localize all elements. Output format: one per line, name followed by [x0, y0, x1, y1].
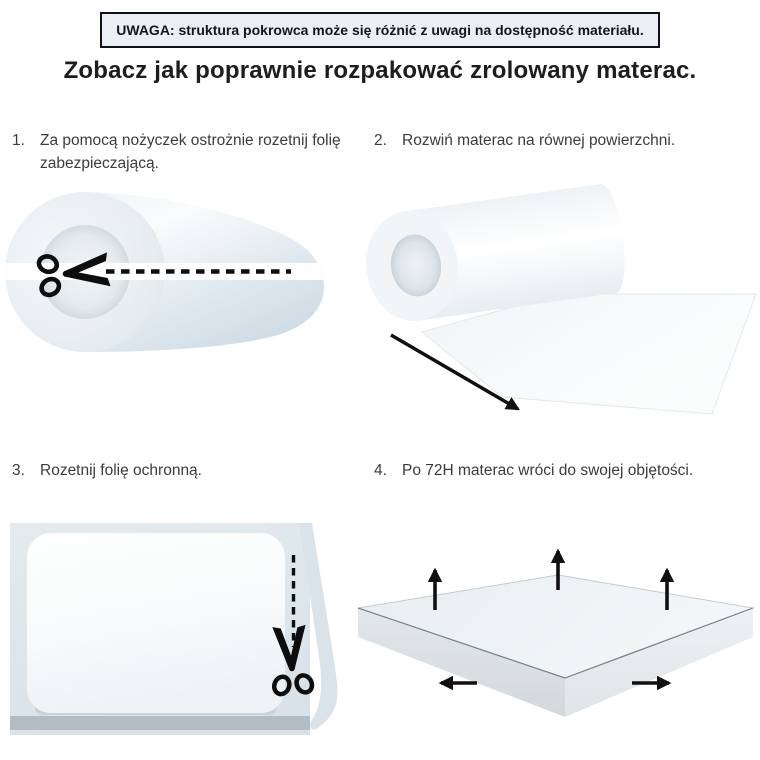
notice-banner-row — [0, 12, 760, 48]
mattress-slab-top — [358, 575, 753, 678]
page-title: Zobacz jak poprawnie rozpakować zrolowany materac. — [63, 57, 697, 84]
step-4-number: 4. — [374, 462, 387, 479]
step-3-label — [12, 459, 342, 482]
step-1-label — [12, 129, 342, 175]
step-1-text: Za pomocą nożyczek ostrożnie rozetnij folię zabezpieczającą. — [40, 132, 341, 172]
step-4-label — [374, 459, 760, 482]
illustration-step-4-expanding-mattress — [355, 520, 760, 760]
illustration-step-1-rolled-mattress — [2, 190, 342, 360]
notice-text: UWAGA: struktura pokrowca może się różnić z uwagi na dostępność materiału. — [116, 22, 644, 38]
mattress-top — [27, 533, 285, 713]
step-2-number: 2. — [374, 132, 387, 149]
illustration-step-3-film-cut — [5, 517, 350, 760]
notice-banner — [100, 12, 659, 48]
step-1-number: 1. — [12, 132, 25, 149]
film-bottom-edge — [10, 716, 310, 730]
step-2-label — [374, 129, 760, 152]
step-4-text: Po 72H materac wróci do swojej objętości. — [402, 462, 694, 479]
step-3-number: 3. — [12, 462, 25, 479]
step-2-text: Rozwiń materac na równej powierzchni. — [402, 132, 676, 149]
illustration-step-2-unrolling-mattress — [358, 166, 758, 424]
step-3-text: Rozetnij folię ochronną. — [40, 462, 202, 479]
